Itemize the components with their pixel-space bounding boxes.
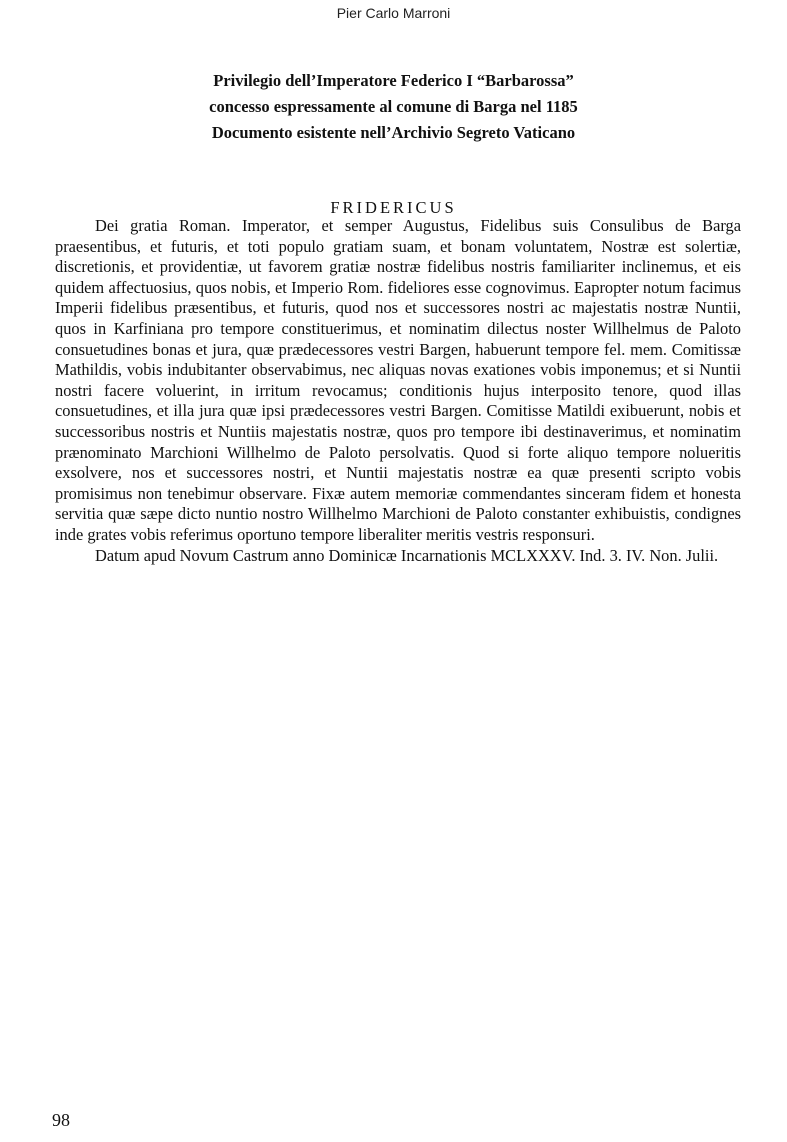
running-head: Pier Carlo Marroni: [336, 5, 451, 21]
page-number: 98: [52, 1110, 70, 1130]
title-line-3: Documento esistente nell’Archivio Segreto Vaticano: [211, 123, 576, 142]
document-body: [55, 216, 741, 566]
body-paragraph-1: Dei gratia Roman. Imperator, et semper Augustus, Fidelibus suis Consulibus de Barga praesentibus, et futuris, et toti populo gratiam suam, et bonam voluntatem, Nostræ est solertiæ, discretionis, et providentiæ, ut favorem gratiæ nostræ fidelibus nostris familiariter inclinemus, et eis quidem affectuosius, quos nobis, et Imperio Rom. fideliores esse cognovimus. Eapropter notum facimus Imperii fidelibus præsentibus, et futuris, quod nos et successores nostri ac majestatis nostræ Nuntii, quos in Karfiniana pro tempore constituerimus, et nominatim dilectus noster Willhelmus de Paloto consuetudines bonas et jura, quæ prædecessores vestri Bargen, habuerunt tempore fel. mem. Comitissæ Mathildis, vobis indubitanter observabimus, nec aliquas novas exationes vobis imponemus; et si Nuntii nostri facere voluerint, in irritum revocamus; conditionis hujus interposito tenore, quod illas consuetudines, et illa jura quæ ipsi prædecessores vestri Bargen. Comitisse Matildi exibuerunt, nobis et successoribus nostris et Nuntiis majestatis nostræ, quos pro tempore ibi destinaverimus, et nominatim prænominato Marchioni Willhelmo de Paloto persolvatis. Quod si forte aliquo tempore nolueritis exsolvere, nos et successores nostri, et Nuntii majestatis nostræ ea quæ presenti scripto vobis promisimus non tenebimur observare. Fixæ autem memoriæ commendantes sinceram fidem et honesta servitia quæ sæpe dicto nuntio nostro Willhelmo Marchioni de Paloto constanter exhibuistis, condignes inde grates vobis referimus oportuno tempore liberaliter meritis vestris responsuri.: [55, 216, 741, 544]
title-line-1: Privilegio dell’Imperatore Federico I “Barbarossa”: [213, 71, 574, 90]
section-heading: FRIDERICUS: [330, 198, 457, 217]
document-title: [0, 68, 787, 146]
title-line-2: concesso espressamente al comune di Barga nel 1185: [209, 97, 578, 116]
body-paragraph-2: Datum apud Novum Castrum anno Dominicæ Incarnationis MCLXXXV. Ind. 3. IV. Non. Julii.: [95, 545, 719, 565]
